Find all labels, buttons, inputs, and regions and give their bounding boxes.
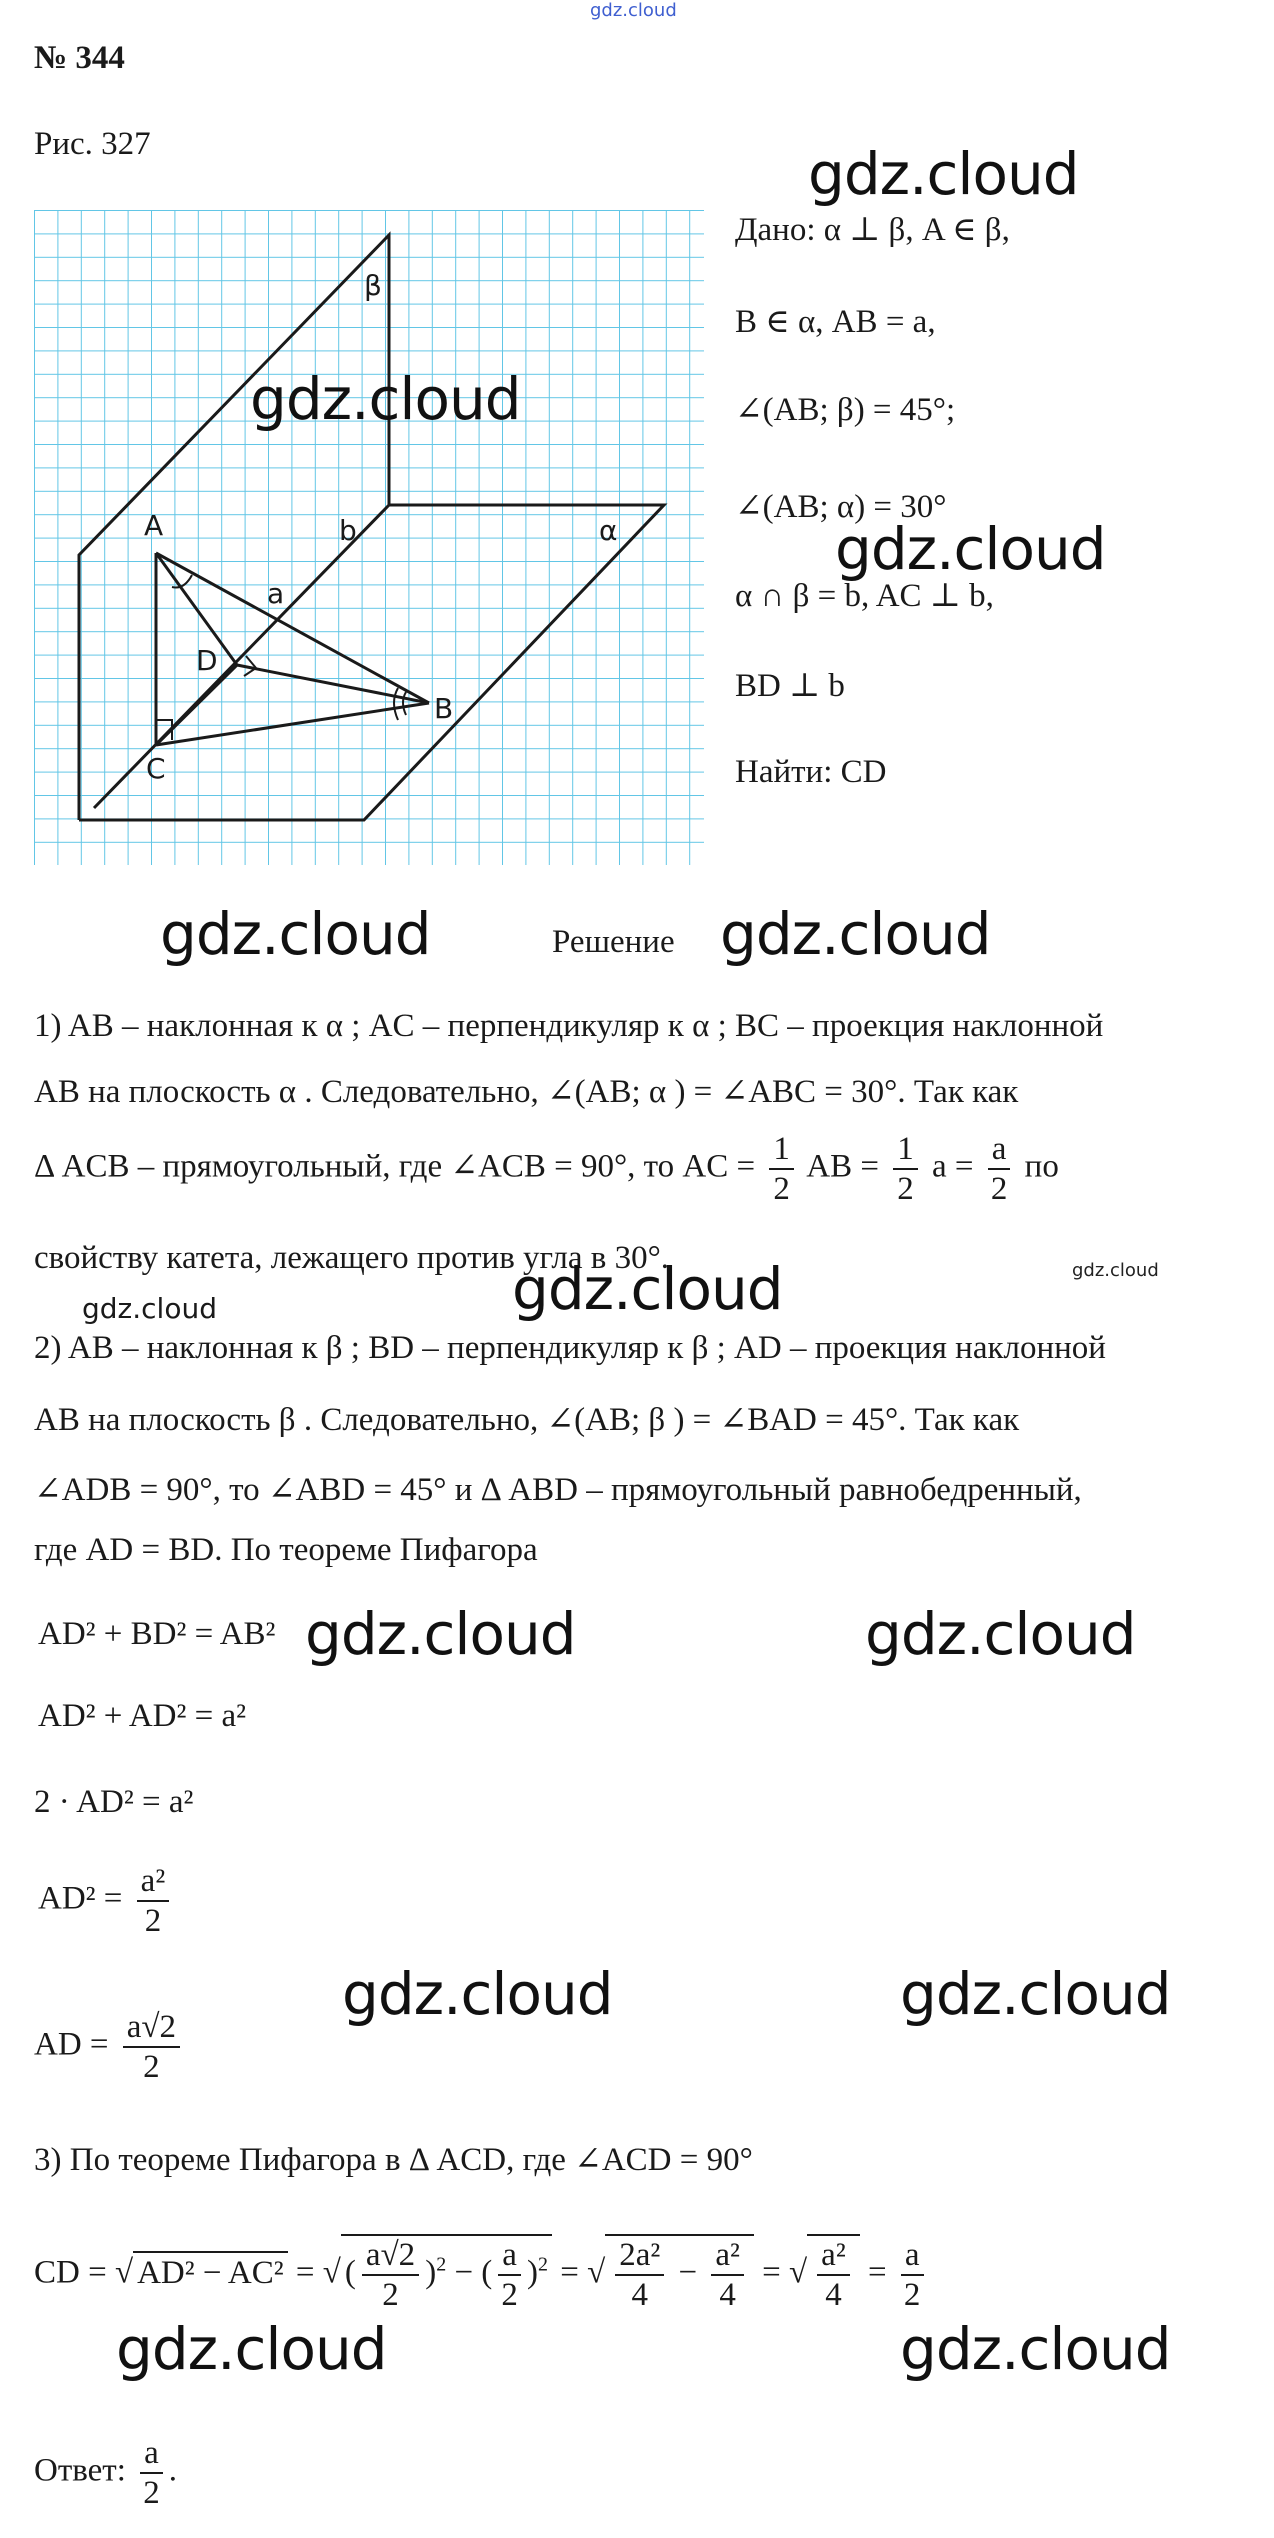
watermark: gdz.cloud [250, 365, 521, 433]
given-line-1: Дано: α ⊥ β, A ∈ β, [735, 212, 1010, 248]
fraction-half-2: $\frac{1}{2}$ [893, 1130, 918, 1208]
part1-line-3-text: Δ ACB – прямоугольный, где ∠ACB = 90°, то AC = [34, 1148, 756, 1185]
label-a: a [267, 577, 285, 610]
fraction-a2-over-2: $\frac{\text{a²}}{2}$ [137, 1862, 170, 1940]
watermark: gdz.cloud [900, 1960, 1171, 2028]
part2-line-3: ∠ADB = 90°, то ∠ABD = 45° и Δ ABD – прямоугольный равнобедренный, [34, 1472, 1082, 1508]
watermark-small: gdz.cloud [1072, 1260, 1159, 1281]
watermark: gdz.cloud [305, 1600, 576, 1668]
watermark: gdz.cloud [342, 1960, 613, 2028]
part3-line: 3) По теореме Пифагора в Δ ACD, где ∠ACD = 90° [34, 2142, 753, 2178]
watermark: gdz.cloud [160, 900, 431, 968]
watermark: gdz.cloud [116, 2315, 387, 2383]
problem-number: № 344 [34, 40, 125, 76]
label-beta: β [364, 269, 382, 302]
watermark: gdz.cloud [900, 2315, 1171, 2383]
answer: Ответ: $\frac{a}{2}$ . [34, 2435, 178, 2511]
answer-label: Ответ: [34, 2452, 126, 2489]
fraction-half-1: $\frac{1}{2}$ [769, 1130, 794, 1208]
equals-4: = [867, 2254, 887, 2291]
part1-line-3-a: a = [931, 1148, 974, 1185]
part2-line-2: AB на плоскость β . Следовательно, ∠(AB; β ) = ∠BAD = 45°. Так как [34, 1402, 1020, 1438]
given-line-6: BD ⊥ b [735, 668, 845, 704]
equation-5 [34, 2008, 186, 2086]
watermark: gdz.cloud [808, 140, 1079, 208]
watermark: gdz.cloud [720, 900, 991, 968]
sqrt-sign-1: √ [114, 2254, 134, 2291]
sqrt-sign-2: √ [322, 2254, 341, 2291]
top-watermark: gdz.cloud [590, 0, 677, 21]
equation-2: AD² + AD² = a² [38, 1698, 247, 1734]
cd-root-3: $\frac{\text{2a²}}{4}$ − $\frac{\text{a²}}{4}$ [605, 2234, 754, 2314]
cd-result: $\frac{a}{2}$ [901, 2236, 924, 2314]
find-line: Найти: CD [735, 754, 887, 790]
sqrt-sign-4: √ [789, 2254, 808, 2291]
part1-line-3-ab: AB = [806, 1148, 879, 1185]
given-line-3: ∠(AB; β) = 45°; [735, 392, 956, 428]
equation-1: AD² + BD² = AB² [38, 1616, 276, 1652]
given-line-4: ∠(AB; α) = 30° [735, 489, 947, 525]
equals-1: = [295, 2254, 315, 2291]
equation-3: 2 · AD² = a² [34, 1784, 194, 1820]
geometry-figure [34, 210, 714, 870]
solution-heading: Решение [552, 924, 675, 960]
label-B: B [434, 692, 454, 725]
label-alpha: α [599, 514, 618, 547]
equation-4 [38, 1862, 175, 1940]
equation-5-lhs: AD = [34, 2026, 109, 2063]
given-line-5: α ∩ β = b, AC ⊥ b, [735, 578, 994, 614]
equals-3: = [762, 2254, 781, 2291]
part1-line-2: AB на плоскость α . Следовательно, ∠(AB; α ) = ∠ABC = 30°. Так как [34, 1074, 1019, 1110]
watermark: gdz.cloud [835, 515, 1106, 583]
part1-line-3-po: по [1024, 1148, 1059, 1185]
part1-line-4: свойству катета, лежащего против угла в 30°. [34, 1240, 670, 1276]
given-line-2: B ∈ α, AB = a, [735, 304, 936, 340]
cd-root-1: AD² − AC² [133, 2251, 288, 2293]
part2-line-1: 2) AB – наклонная к β ; BD – перпендикуляр к β ; AD – проекция наклонной [34, 1330, 1106, 1366]
cd-lhs: CD = [34, 2254, 107, 2291]
answer-fraction: $\frac{a}{2}$ [140, 2434, 163, 2512]
part2-line-4: где AD = BD. По теореме Пифагора [34, 1532, 538, 1568]
label-D: D [196, 644, 218, 677]
label-C: C [146, 752, 166, 785]
watermark: gdz.cloud [512, 1255, 783, 1323]
sqrt-sign-3: √ [587, 2254, 606, 2291]
part1-line-1: 1) AB – наклонная к α ; AC – перпендикуляр к α ; BC – проекция наклонной [34, 1008, 1104, 1044]
equals-2: = [560, 2254, 579, 2291]
cd-root-4: $\frac{\text{a²}}{4}$ [807, 2234, 860, 2314]
part1-line-3 [34, 1130, 1059, 1208]
equation-4-lhs: AD² = [38, 1880, 123, 1917]
label-A: A [144, 509, 164, 542]
cd-root-2: ( $\frac{a√2}{2}$ )$^2$ − ( $\frac{a}{2}$ )$^2$ [341, 2234, 552, 2314]
label-b: b [339, 514, 357, 547]
fraction-a-sqrt2-over-2: $\frac{a√2}{2}$ [123, 2008, 180, 2086]
fraction-a-over-2: $\frac{a}{2}$ [988, 1130, 1011, 1208]
figure-caption: Рис. 327 [34, 126, 151, 162]
cd-equation [34, 2234, 930, 2314]
watermark: gdz.cloud [865, 1600, 1136, 1668]
watermark-medium: gdz.cloud [82, 1292, 217, 1325]
